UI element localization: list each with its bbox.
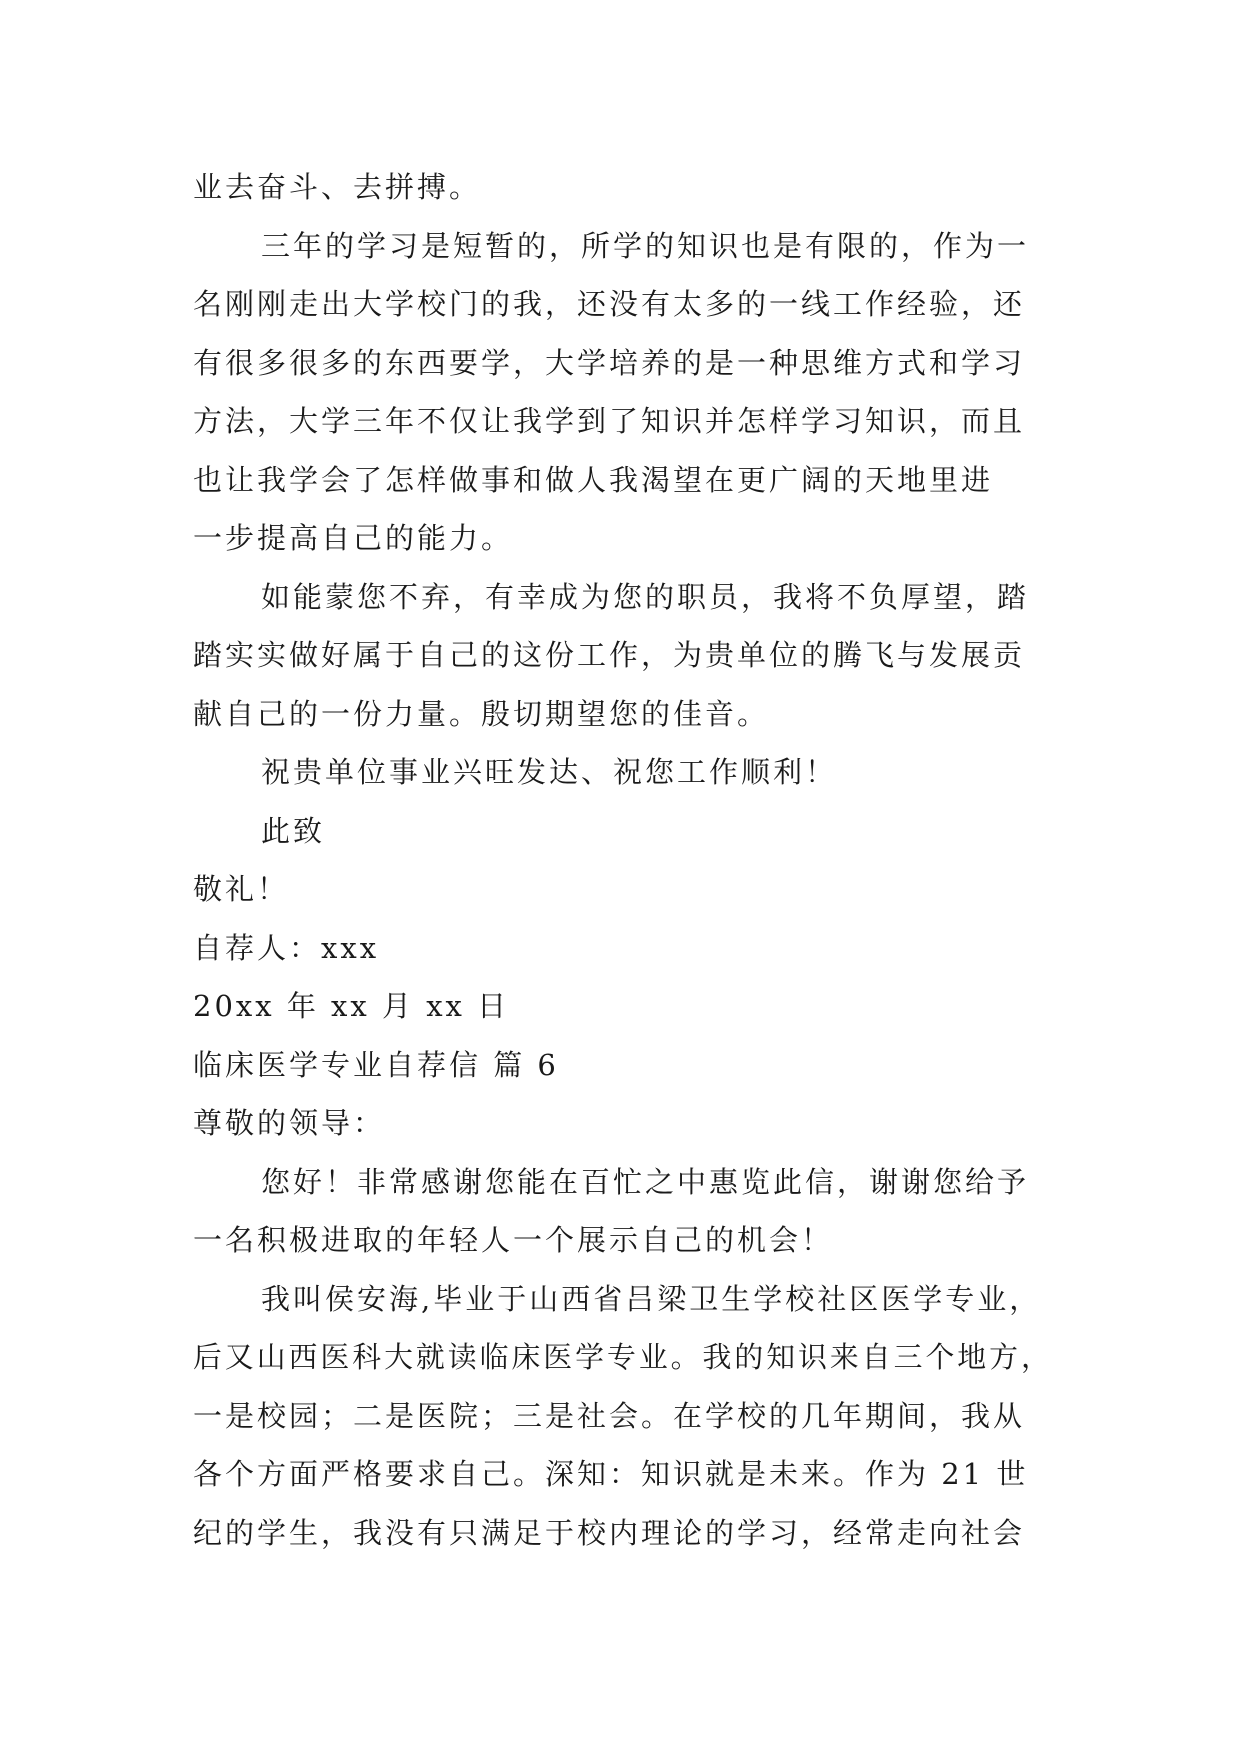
section-heading: 临床医学专业自荐信 篇 6 xyxy=(193,1047,559,1082)
text-line: 祝贵单位事业兴旺发达、祝您工作顺利！ xyxy=(261,755,838,789)
text-line: 如能蒙您不弃，有幸成为您的职员，我将不负厚望，踏 xyxy=(261,579,1030,614)
text-line: 方法，大学三年不仅让我学到了知识并怎样学习知识，而且 xyxy=(193,404,1026,438)
text-line: 名刚刚走出大学校门的我，还没有太多的一线工作经验，还 xyxy=(193,287,1026,321)
text-line: 踏实实做好属于自己的这份工作，为贵单位的腾飞与发展贡 xyxy=(193,638,1026,672)
text-line: 您好！非常感谢您能在百忙之中惠览此信，谢谢您给予 xyxy=(261,1164,1030,1199)
document-page xyxy=(193,158,1053,1562)
text-line: 献自己的一份力量。殷切期望您的佳音。 xyxy=(193,696,770,731)
text-line: 各个方面严格要求自己。深知：知识就是未来。作为 21 世 xyxy=(193,1457,1029,1491)
text-line: 一名积极进取的年轻人一个展示自己的机会！ xyxy=(193,1223,834,1257)
text-line: 有很多很多的东西要学，大学培养的是一种思维方式和学习 xyxy=(193,345,1026,380)
text-line: 20xx 年 xx 月 xx 日 xyxy=(193,989,510,1023)
text-line: 三年的学习是短暂的，所学的知识也是有限的，作为一 xyxy=(261,228,1030,263)
text-line: 纪的学生，我没有只满足于校内理论的学习，经常走向社会 xyxy=(193,1515,1026,1550)
text-line: 一步提高自己的能力。 xyxy=(193,521,514,555)
text-line: 尊敬的领导： xyxy=(193,1106,386,1140)
text-line: 业去奋斗、去拼搏。 xyxy=(193,170,482,204)
text-line: 自荐人：xxx xyxy=(193,930,380,965)
text-line: 敬礼！ xyxy=(193,872,290,906)
text-line: 也让我学会了怎样做事和做人我渴望在更广阔的天地里进 xyxy=(193,462,994,497)
text-line: 此致 xyxy=(261,813,326,848)
text-line: 一是校园；二是医院；三是社会。在学校的几年期间，我从 xyxy=(193,1398,1026,1433)
text-line: 我叫侯安海,毕业于山西省吕梁卫生学校社区医学专业， xyxy=(261,1281,1042,1316)
text-line: 后又山西医科大就读临床医学专业。我的知识来自三个地方， xyxy=(193,1340,1053,1374)
